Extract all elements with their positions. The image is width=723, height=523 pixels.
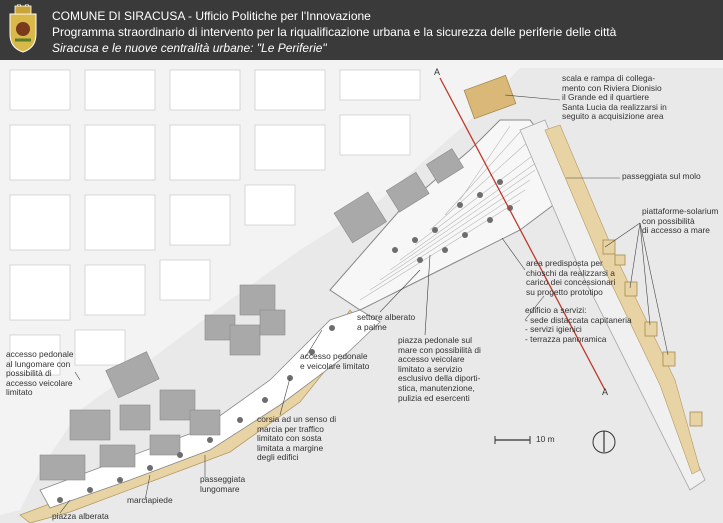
scale-bar-label: 10 m: [536, 434, 555, 444]
label-corsia: corsia ad un senso di marcia per traffico limitato con sosta limitata a margine degli edifici: [257, 414, 337, 463]
label-piazza-alberata: piazza alberata: [52, 511, 109, 521]
label-edificio-servizi: edificio a servizi: - sede distaccata capitaneria - servizi igienici - terrazza panoramica: [525, 305, 632, 344]
city-crest-icon: [4, 4, 42, 54]
label-passeggiata-molo: passeggiata sul molo: [622, 171, 701, 181]
header-subtitle: Programma straordinario di intervento per la riqualificazione urbana e la sicurezza delle periferie delle città: [52, 25, 617, 39]
site-plan: [0, 60, 723, 523]
label-passeggiata-lungomare: passeggiata lungomare: [200, 474, 246, 494]
north-arrow-icon: [593, 431, 615, 453]
section-marker-top: A: [434, 67, 441, 77]
label-marciapiede: marciapiede: [127, 495, 173, 505]
label-piattaforme: piattaforme-solarium con possibilità di accesso a mare: [642, 206, 719, 236]
label-accesso-lungomare: accesso pedonale al lungomare con possibilità di accesso veicolare limitato: [6, 349, 74, 398]
label-settore-alberato: settore alberato a palme: [357, 312, 416, 332]
label-piazza-pedonale: piazza pedonale sul mare con possibilità di accesso veicolare limitato a servizio esclusivo della diporti- stica, manutenzione, pulizia ed esercenti: [398, 335, 481, 403]
label-scala-rampa: scala e rampa di collega- mento con Riviera Dionisio il Grande ed il quartiere Santa Lucia da realizzarsi in seguito a acquisizione area: [562, 73, 667, 122]
section-marker-bottom: A: [602, 387, 609, 397]
header-title: COMUNE DI SIRACUSA - Ufficio Politiche per l'Innovazione: [52, 9, 371, 23]
header-bar: [0, 0, 723, 60]
header-project-name: Siracusa e le nuove centralità urbane: "Le Periferie": [52, 41, 327, 55]
scale-bar: [495, 436, 530, 444]
label-area-chioschi: area predisposta per chioschi da realizzarsi a carico dei concessionari su progetto prototipo: [526, 258, 616, 297]
label-accesso-limitato: accesso pedonale e veicolare limitato: [300, 351, 370, 371]
